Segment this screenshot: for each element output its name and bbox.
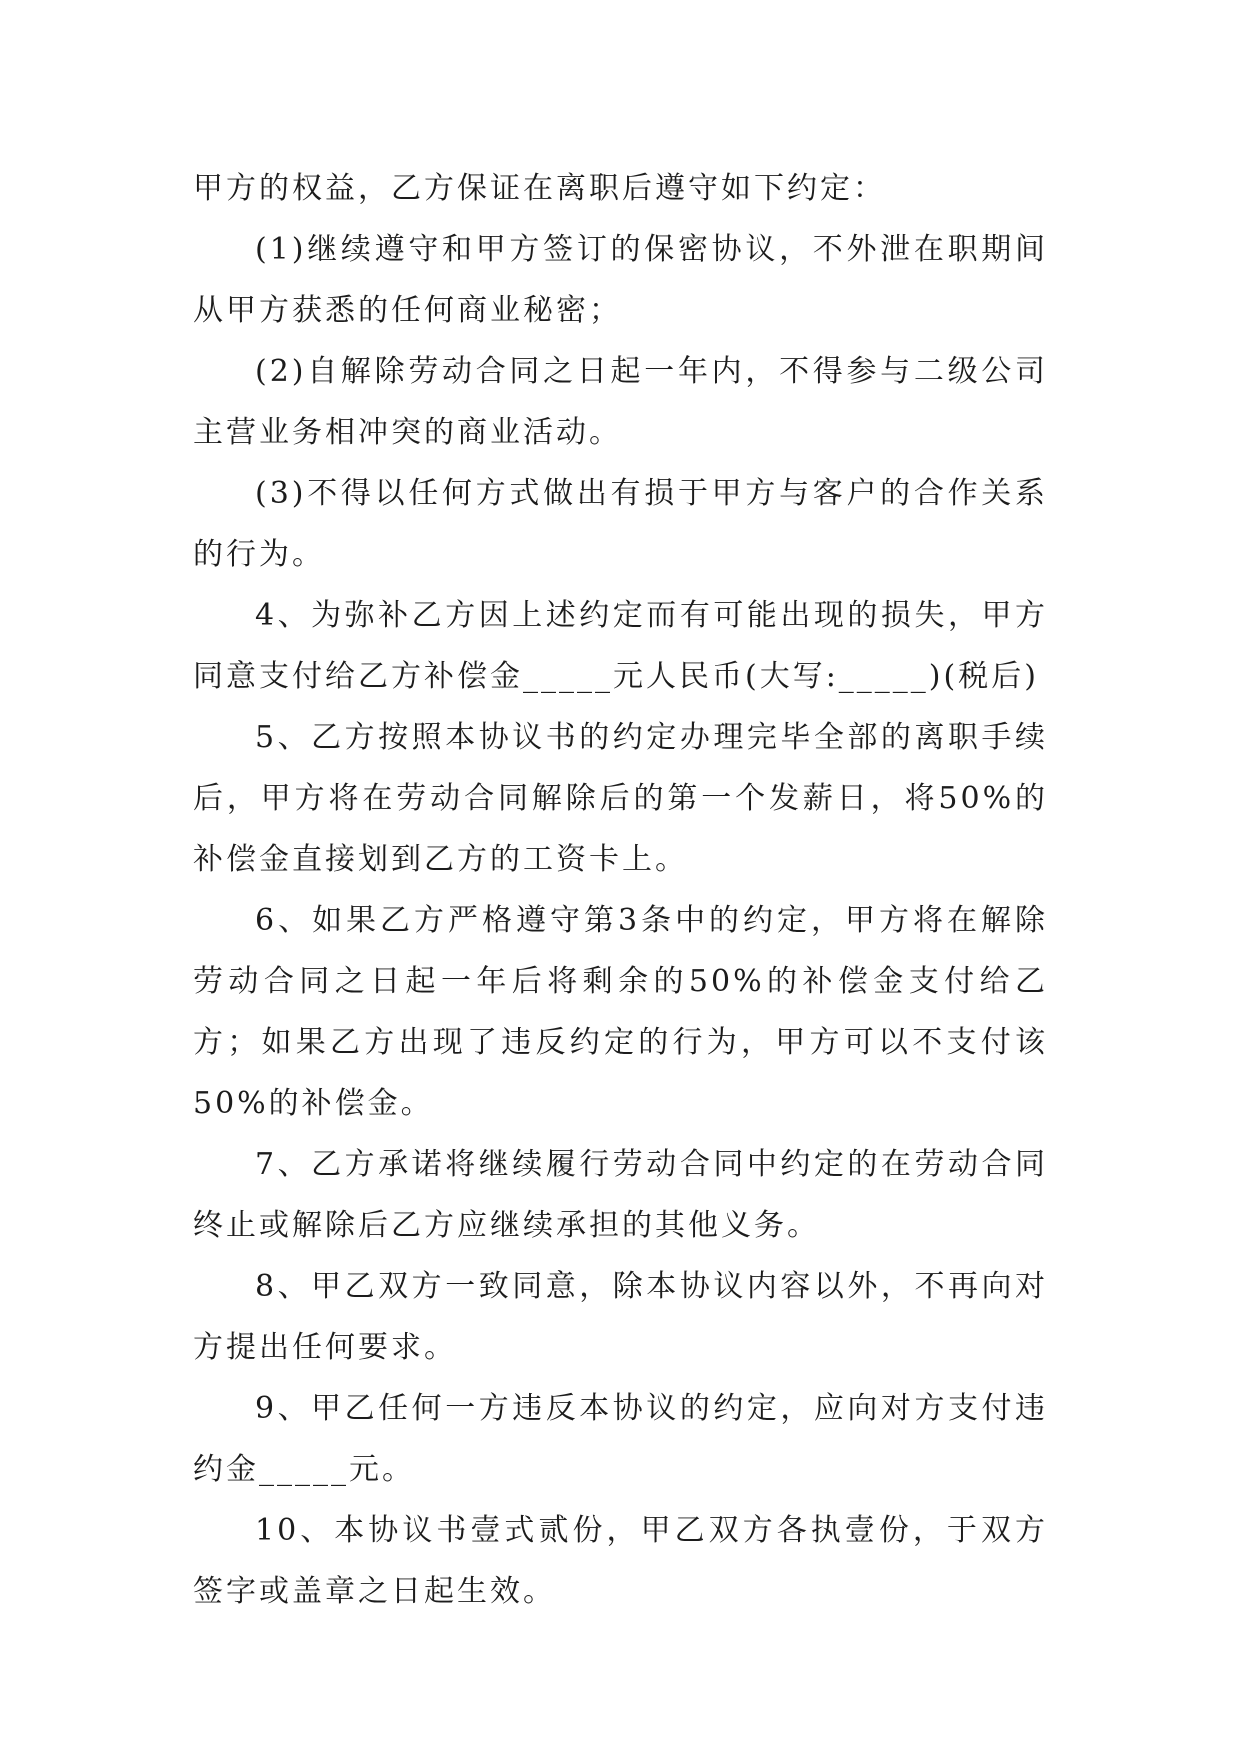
paragraph-item-8: 8、甲乙双方一致同意，除本协议内容以外，不再向对方提出任何要求。 xyxy=(193,1269,1048,1365)
paragraph-item-10: 10、本协议书壹式贰份，甲乙双方各执壹份，于双方签字或盖章之日起生效。 xyxy=(193,1513,1048,1609)
document-body xyxy=(193,158,1048,1622)
paragraph-item-4: 4、为弥补乙方因上述约定而有可能出现的损失，甲方同意支付给乙方补偿金_____元人民币(大写:_____)(税后) xyxy=(193,598,1048,694)
paragraph-intro: 甲方的权益，乙方保证在离职后遵守如下约定： xyxy=(193,171,886,206)
paragraph-clause-1: (1)继续遵守和甲方签订的保密协议，不外泄在职期间从甲方获悉的任何商业秘密； xyxy=(193,232,1048,328)
paragraph-item-5: 5、乙方按照本协议书的约定办理完毕全部的离职手续后，甲方将在劳动合同解除后的第一个发薪日，将50%的补偿金直接划到乙方的工资卡上。 xyxy=(193,720,1048,877)
paragraph-item-7: 7、乙方承诺将继续履行劳动合同中约定的在劳动合同终止或解除后乙方应继续承担的其他义务。 xyxy=(193,1147,1048,1243)
paragraph-clause-2: (2)自解除劳动合同之日起一年内，不得参与二级公司主营业务相冲突的商业活动。 xyxy=(193,354,1048,450)
paragraph-clause-3: (3)不得以任何方式做出有损于甲方与客户的合作关系的行为。 xyxy=(193,476,1048,572)
paragraph-item-6: 6、如果乙方严格遵守第3条中的约定，甲方将在解除劳动合同之日起一年后将剩余的50%的补偿金支付给乙方；如果乙方出现了违反约定的行为，甲方可以不支付该50%的补偿金。 xyxy=(193,903,1048,1121)
paragraph-item-9: 9、甲乙任何一方违反本协议的约定，应向对方支付违约金_____元。 xyxy=(193,1391,1048,1487)
